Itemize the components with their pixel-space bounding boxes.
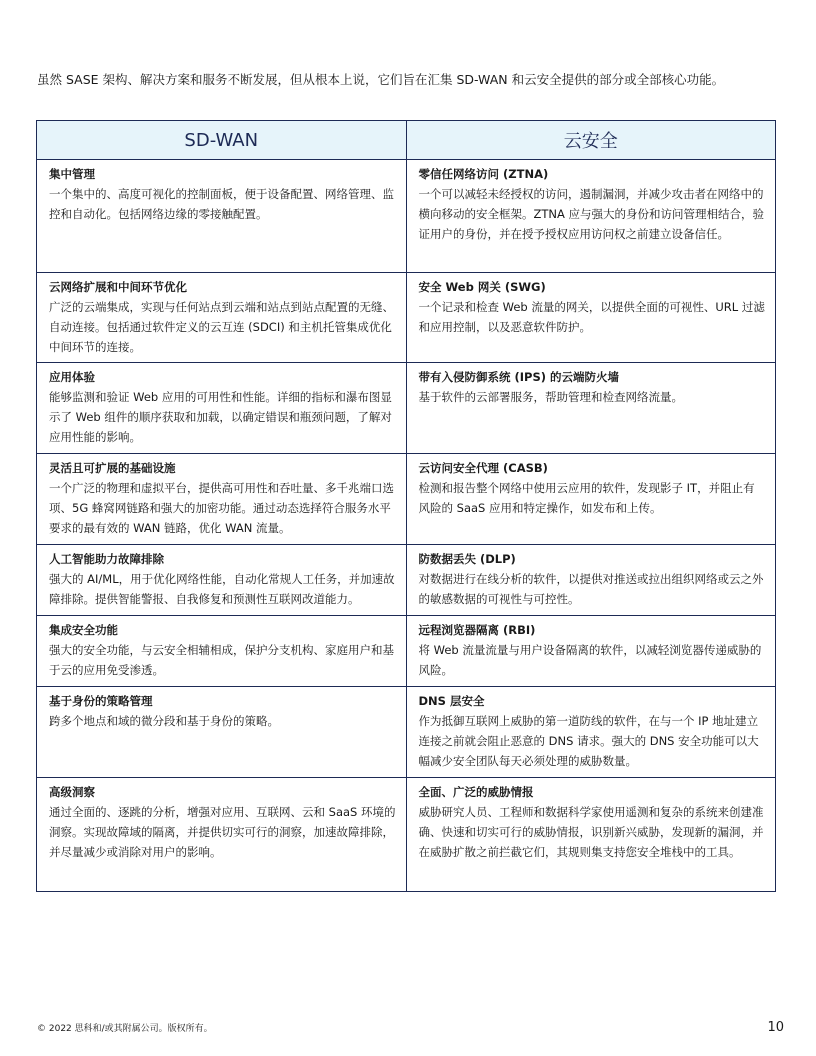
cloud-security-cell bbox=[406, 363, 776, 453]
feature-description: 作为抵御互联网上威胁的第一道防线的软件，在与一个 IP 地址建立连接之前就会阻止恶意的 DNS 请求。强大的 DNS 安全功能可以大幅减少安全团队每天必须处理的威胁数量。 bbox=[418, 714, 759, 768]
feature-title: 安全 Web 网关 (SWG) bbox=[418, 280, 546, 294]
copyright-notice: © 2022 思科和/或其附属公司。版权所有。 bbox=[37, 1024, 213, 1034]
feature-description: 一个记录和检查 Web 流量的网关，以提供全面的可视性、URL 过滤和应用控制，以及恶意软件防护。 bbox=[418, 300, 765, 334]
feature-description: 将 Web 流量流量与用户设备隔离的软件，以减轻浏览器传递威胁的风险。 bbox=[418, 643, 762, 677]
cloud-security-cell bbox=[406, 454, 776, 544]
feature-description: 一个集中的、高度可视化的控制面板，便于设备配置、网络管理、监控和自动化。包括网络边缘的零接触配置。 bbox=[49, 187, 394, 221]
feature-description: 一个可以减轻未经授权的访问，遏制漏洞，并减少攻击者在网络中的横向移动的安全框架。ZTNA 应与强大的身份和访问管理相结合，验证用户的身份，并在授予授权应用访问权之前建立设备信任。 bbox=[418, 187, 765, 241]
feature-description: 一个广泛的物理和虚拟平台，提供高可用性和吞吐量、多千兆端口选项、5G 蜂窝网链路和强大的加密功能。通过动态选择符合服务水平要求的最有效的 WAN 链路，优化 WAN 流量。 bbox=[49, 481, 394, 535]
feature-title: 集成安全功能 bbox=[49, 623, 118, 637]
table-row bbox=[37, 545, 775, 616]
feature-title: 应用体验 bbox=[49, 370, 95, 384]
feature-title: 基于身份的策略管理 bbox=[49, 694, 153, 708]
cloud-security-cell bbox=[406, 273, 776, 362]
cloud-security-cell bbox=[406, 160, 776, 272]
feature-title: DNS 层安全 bbox=[418, 694, 485, 708]
table-row bbox=[37, 687, 775, 778]
feature-title: 全面、广泛的威胁情报 bbox=[418, 785, 534, 799]
feature-title: 集中管理 bbox=[49, 167, 95, 181]
feature-description: 跨多个地点和域的微分段和基于身份的策略。 bbox=[49, 714, 279, 728]
sd-wan-cell bbox=[37, 363, 406, 453]
table-row bbox=[37, 273, 775, 363]
feature-title: 防数据丢失 (DLP) bbox=[418, 552, 516, 566]
table-row bbox=[37, 363, 775, 454]
sd-wan-cell bbox=[37, 687, 406, 777]
feature-description: 强大的安全功能，与云安全相辅相成，保护分支机构、家庭用户和基于云的应用免受渗透。 bbox=[49, 643, 394, 677]
feature-title: 带有入侵防御系统 (IPS) 的云端防火墙 bbox=[418, 370, 620, 384]
table-row bbox=[37, 778, 775, 891]
feature-description: 通过全面的、逐跳的分析，增强对应用、互联网、云和 SaaS 环境的洞察。实现故障域的隔离，并提供切实可行的洞察，加速故障排除，并尽量减少或消除对用户的影响。 bbox=[49, 805, 396, 859]
cloud-security-cell bbox=[406, 687, 776, 777]
table-header bbox=[37, 121, 775, 160]
feature-description: 广泛的云端集成，实现与任何站点到云端和站点到站点配置的无缝、自动连接。包括通过软件定义的云互连 (SDCI) 和主机托管集成优化中间环节的连接。 bbox=[49, 300, 394, 354]
feature-title: 零信任网络访问 (ZTNA) bbox=[418, 167, 549, 181]
sd-wan-cell bbox=[37, 778, 406, 891]
cloud-security-cell bbox=[406, 778, 776, 891]
header-sd-wan: SD-WAN bbox=[184, 129, 259, 151]
feature-title: 远程浏览器隔离 (RBI) bbox=[418, 623, 536, 637]
feature-description: 对数据进行在线分析的软件，以提供对推送或拉出组织网络或云之外的敏感数据的可视性与可控性。 bbox=[418, 572, 764, 606]
feature-description: 检测和报告整个网络中使用云应用的软件，发现影子 IT，并阻止有风险的 SaaS 应用和特定操作，如发布和上传。 bbox=[418, 481, 755, 515]
feature-title: 高级洞察 bbox=[49, 785, 95, 799]
sd-wan-cell bbox=[37, 616, 406, 686]
sd-wan-cell bbox=[37, 273, 406, 362]
sd-wan-cell bbox=[37, 454, 406, 544]
cloud-security-cell bbox=[406, 545, 776, 615]
feature-description: 强大的 AI/ML，用于优化网络性能，自动化常规人工任务，并加速故障排除。提供智能警报、自我修复和预测性互联网改道能力。 bbox=[49, 572, 395, 606]
feature-description: 基于软件的云部署服务，帮助管理和检查网络流量。 bbox=[418, 390, 683, 404]
feature-title: 云网络扩展和中间环节优化 bbox=[49, 280, 187, 294]
comparison-table bbox=[36, 120, 776, 892]
feature-title: 灵活且可扩展的基础设施 bbox=[49, 461, 176, 475]
cloud-security-cell bbox=[406, 616, 776, 686]
feature-title: 云访问安全代理 (CASB) bbox=[418, 461, 548, 475]
table-row bbox=[37, 160, 775, 273]
table-row bbox=[37, 454, 775, 545]
header-cloud-security: 云安全 bbox=[406, 121, 776, 159]
sd-wan-cell bbox=[37, 160, 406, 272]
intro-paragraph: 虽然 SASE 架构、解决方案和服务不断发展，但从根本上说，它们旨在汇集 SD-WAN 和云安全提供的部分或全部核心功能。 bbox=[37, 72, 725, 87]
feature-title: 人工智能助力故障排除 bbox=[49, 552, 164, 566]
page-number: 10 bbox=[767, 1020, 784, 1035]
feature-description: 能够监测和验证 Web 应用的可用性和性能。详细的指标和瀑布图显示了 Web 组件的顺序获取和加载，以确定错误和瓶颈问题，了解对应用性能的影响。 bbox=[49, 390, 392, 444]
sd-wan-cell bbox=[37, 545, 406, 615]
feature-description: 威胁研究人员、工程师和数据科学家使用遥测和复杂的系统来创建准确、快速和切实可行的威胁情报，识别新兴威胁，发现新的漏洞，并在威胁扩散之前拦截它们，其规则集支持您安全堆栈中的工具。 bbox=[418, 805, 764, 859]
table-row bbox=[37, 616, 775, 687]
